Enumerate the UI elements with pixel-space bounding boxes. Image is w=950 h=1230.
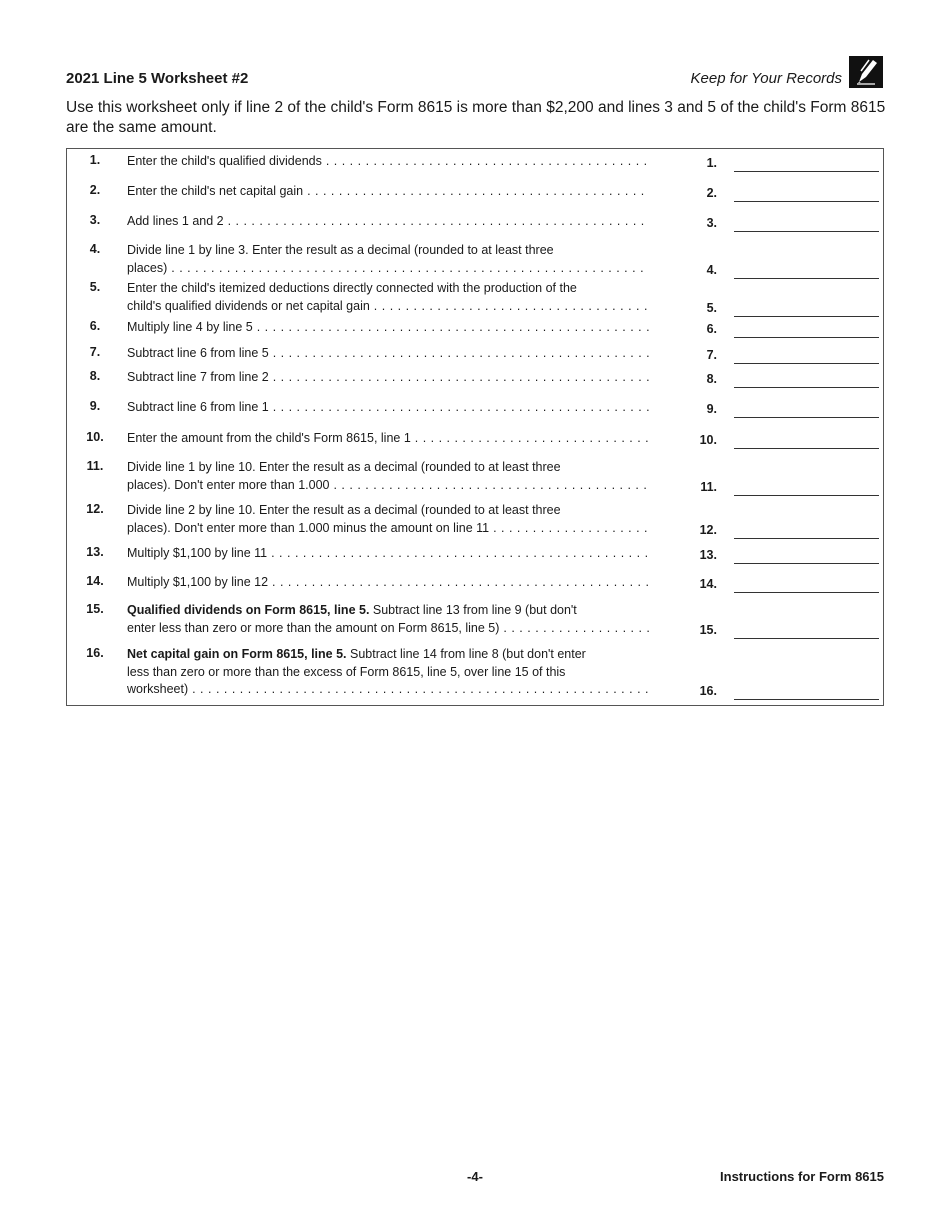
entry-label: 7. [706,348,717,362]
entry-label: 1. [706,156,717,170]
line-number: 15. [86,602,104,616]
entry-label: 3. [706,216,717,230]
worksheet-intro: Use this worksheet only if line 2 of the child's Form 8615 is more than $2,200 and lines 3 and 5 of the child's Form 8615 are the same amount. [66,99,886,136]
line-description: Divide line 2 by line 10. Enter the result as a decimal (rounded to at least three places). Don't enter more than 1.000 minus the amount on line 11 . . . [127,502,649,537]
entry-label: 4. [706,262,717,277]
entry-label: 13. [699,548,717,562]
entry-field-line-13[interactable] [734,563,879,564]
entry-field-line-2[interactable] [734,201,879,202]
line-number: 13. [86,545,104,559]
form-footer-title: Instructions for Form 8615 [720,1169,884,1184]
line-number: 1. [89,153,101,167]
line-number: 11. [86,459,104,473]
entry-field-line-5[interactable] [734,316,879,317]
line-bold-lead: Qualified dividends on Form 8615, line 5. [127,603,370,617]
line-number: 9. [89,399,101,413]
line-description: Subtract line 6 from line 1 . . . [127,399,649,417]
worksheet-title: 2021 Line 5 Worksheet #2 [66,70,249,87]
entry-label: 5. [706,300,717,315]
entry-field-line-8[interactable] [734,387,879,388]
line-description: Multiply line 4 by line 5 . . . [127,319,649,337]
line-description: Multiply $1,100 by line 11 . . . [127,545,649,563]
entry-label: 14. [699,577,717,591]
pencil-icon [849,56,883,88]
line-description: Divide line 1 by line 10. Enter the result as a decimal (rounded to at least three places). Don't enter more than 1.000 . . . [127,459,649,494]
entry-field-line-6[interactable] [734,337,879,338]
entry-label: 10. [699,433,717,447]
line-description: Qualified dividends on Form 8615, line 5. Subtract line 13 from line 9 (but don't enter less than zero or more than the amount on Form 8615, line 5) . . . [127,602,649,637]
entry-label: 16. [699,684,717,698]
line-number: 3. [89,213,101,227]
line-description: Net capital gain on Form 8615, line 5. Subtract line 14 from line 8 (but don't enter less than zero or more than the excess of Form 8615, line 5, over line 15 of this worksheet) . . . [127,646,649,699]
entry-field-line-12[interactable] [734,538,879,539]
line-number: 10. [86,430,104,444]
line-description: Enter the child's net capital gain . . . [127,183,649,201]
entry-label: 15. [699,622,717,637]
entry-label: 12. [699,522,717,537]
line-description: Subtract line 6 from line 5 . . . [127,345,649,363]
line-description: Enter the amount from the child's Form 8615, line 1 . . . [127,430,649,448]
entry-label: 9. [706,402,717,416]
line-number: 7. [89,345,101,359]
line-number: 8. [89,369,101,383]
line-number: 16. [86,646,104,660]
line-number: 14. [86,574,104,588]
line-description: Divide line 1 by line 3. Enter the result as a decimal (rounded to at least three places) . . . [127,242,649,277]
entry-field-line-16[interactable] [734,699,879,700]
line-number: 12. [86,502,104,516]
entry-field-line-7[interactable] [734,363,879,364]
keep-records-note: Keep for Your Records [690,70,842,87]
line-bold-lead: Net capital gain on Form 8615, line 5. [127,647,347,661]
entry-label: 11. [700,479,717,494]
entry-label: 2. [706,186,717,200]
line-number: 4. [89,242,101,256]
page-number: -4- [467,1169,483,1184]
line-number: 2. [89,183,101,197]
entry-field-line-1[interactable] [734,171,879,172]
line-description: Multiply $1,100 by line 12 . . . [127,574,649,592]
entry-field-line-14[interactable] [734,592,879,593]
line-number: 5. [89,280,101,294]
entry-field-line-4[interactable] [734,278,879,279]
entry-label: 8. [706,372,717,386]
line-description: Enter the child's itemized deductions directly connected with the production of the child's qualified dividends or net capital gain . . . [127,280,649,315]
line-description: Add lines 1 and 2 . . . [127,213,649,231]
entry-field-line-3[interactable] [734,231,879,232]
entry-label: 6. [706,322,717,336]
entry-field-line-9[interactable] [734,417,879,418]
line-description: Subtract line 7 from line 2 . . . [127,369,649,387]
entry-field-line-10[interactable] [734,448,879,449]
worksheet-table [66,148,884,706]
entry-field-line-15[interactable] [734,638,879,639]
line-number: 6. [89,319,101,333]
line-description: Enter the child's qualified dividends . . . [127,153,649,171]
entry-field-line-11[interactable] [734,495,879,496]
